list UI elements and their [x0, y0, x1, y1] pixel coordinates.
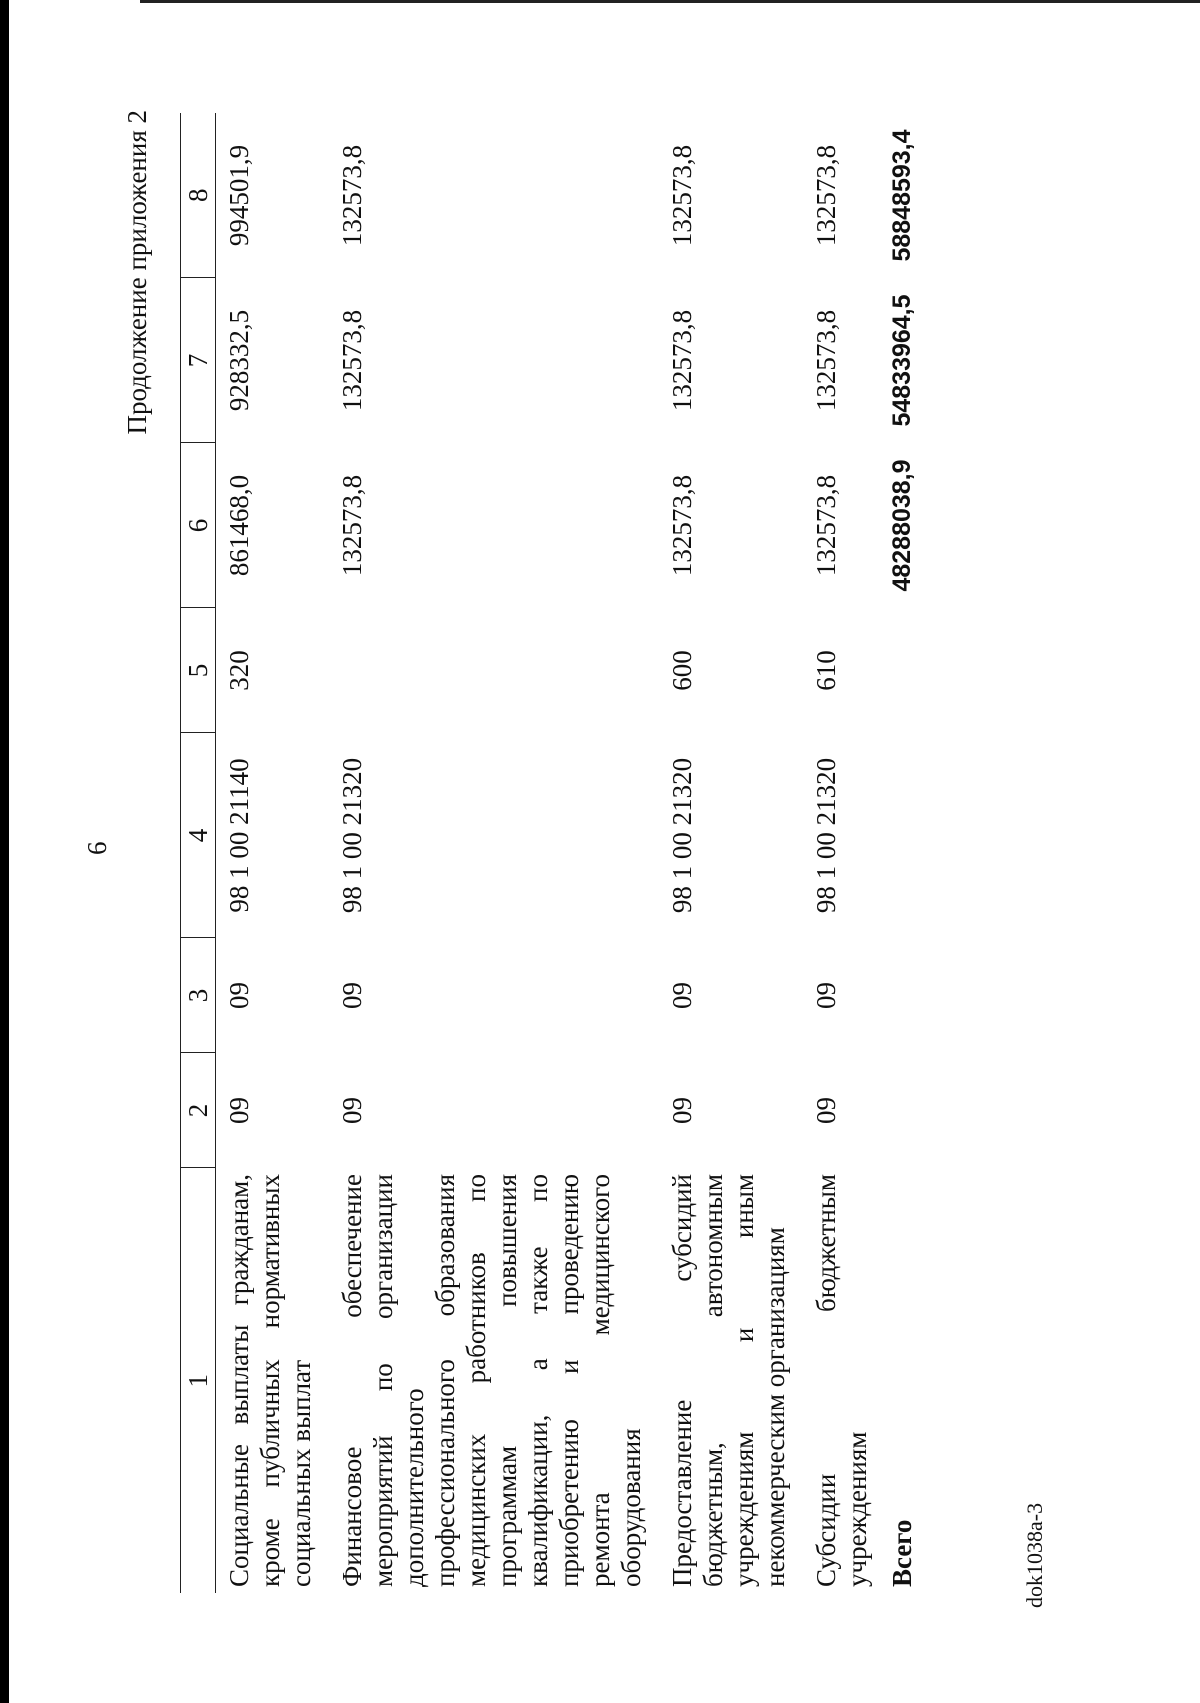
row-col-4: 98 1 00 21140: [224, 758, 254, 913]
total-row: [885, 113, 930, 1593]
header-col-8: 8: [181, 113, 216, 278]
row-col-2: 09: [667, 1097, 697, 1124]
total-label: Всего: [887, 1519, 917, 1587]
table-row: [659, 113, 803, 1593]
table-row: [803, 113, 885, 1593]
header-row: [181, 113, 216, 1593]
row-col-5: 600: [667, 650, 697, 691]
row-col-2: 09: [811, 1097, 841, 1124]
row-col-5: [329, 608, 659, 733]
row-col-5: 320: [224, 650, 254, 691]
total-col-7: 54833964,5: [888, 294, 916, 427]
row-name: Социальные выплаты гражданам, кроме публичных нормативных социальных выплат: [224, 1174, 316, 1587]
row-col-3: 09: [811, 982, 841, 1009]
row-col-7: 928332,5: [224, 309, 254, 412]
row-col-6: 861468,0: [224, 474, 254, 577]
table-row: [216, 113, 330, 1593]
row-col-8: 132573,8: [337, 144, 367, 247]
total-col-5: [885, 608, 930, 733]
row-col-4: 98 1 00 21320: [667, 757, 697, 914]
row-col-8: 132573,8: [667, 144, 697, 247]
header-col-4: 4: [181, 733, 216, 938]
total-col-2: [885, 1053, 930, 1168]
document-code: dok1038a-3: [1022, 1502, 1047, 1608]
row-col-7: 132573,8: [811, 309, 841, 412]
row-col-3: 09: [224, 982, 254, 1009]
row-col-4: 98 1 00 21320: [337, 757, 367, 914]
total-col-6: 48288038,9: [888, 459, 916, 592]
budget-table: [180, 113, 930, 1593]
table-row: [329, 113, 659, 1593]
row-col-2: 09: [337, 1097, 367, 1124]
row-name: Предоставление субсидий бюджетным, автономным учреждениям и иным некоммерческим организациям: [667, 1174, 790, 1587]
row-name: Субсидии бюджетным учреждениям: [811, 1174, 872, 1587]
row-col-6: 132573,8: [811, 474, 841, 577]
row-name: Финансовое обеспечение мероприятий по организации дополнительного профессионального образования медицинских работников по программам повышения квалификации, а также по приобретению и проведению ремонта медицинского оборудования: [337, 1174, 646, 1587]
page-number: 6: [82, 841, 112, 855]
row-col-6: 132573,8: [667, 474, 697, 577]
header-col-1: 1: [181, 1168, 216, 1593]
row-col-5: 610: [811, 650, 841, 691]
header-col-7: 7: [181, 278, 216, 443]
appendix-caption: Продолжение приложения 2: [122, 110, 152, 435]
header-col-2: 2: [181, 1053, 216, 1168]
header-col-6: 6: [181, 443, 216, 608]
row-col-7: 132573,8: [337, 309, 367, 412]
row-col-4: 98 1 00 21320: [811, 757, 841, 914]
header-col-3: 3: [181, 938, 216, 1053]
row-col-7: 132573,8: [667, 309, 697, 412]
row-col-3: 09: [667, 982, 697, 1009]
row-col-8: 994501,9: [224, 144, 254, 247]
row-col-8: 132573,8: [811, 144, 841, 247]
total-col-8: 58848593,4: [888, 129, 916, 262]
header-col-5: 5: [181, 608, 216, 733]
total-col-4: [885, 733, 930, 938]
total-col-3: [885, 938, 930, 1053]
row-col-6: 132573,8: [337, 474, 367, 577]
row-col-3: 09: [337, 982, 367, 1009]
row-col-2: 09: [224, 1097, 254, 1124]
